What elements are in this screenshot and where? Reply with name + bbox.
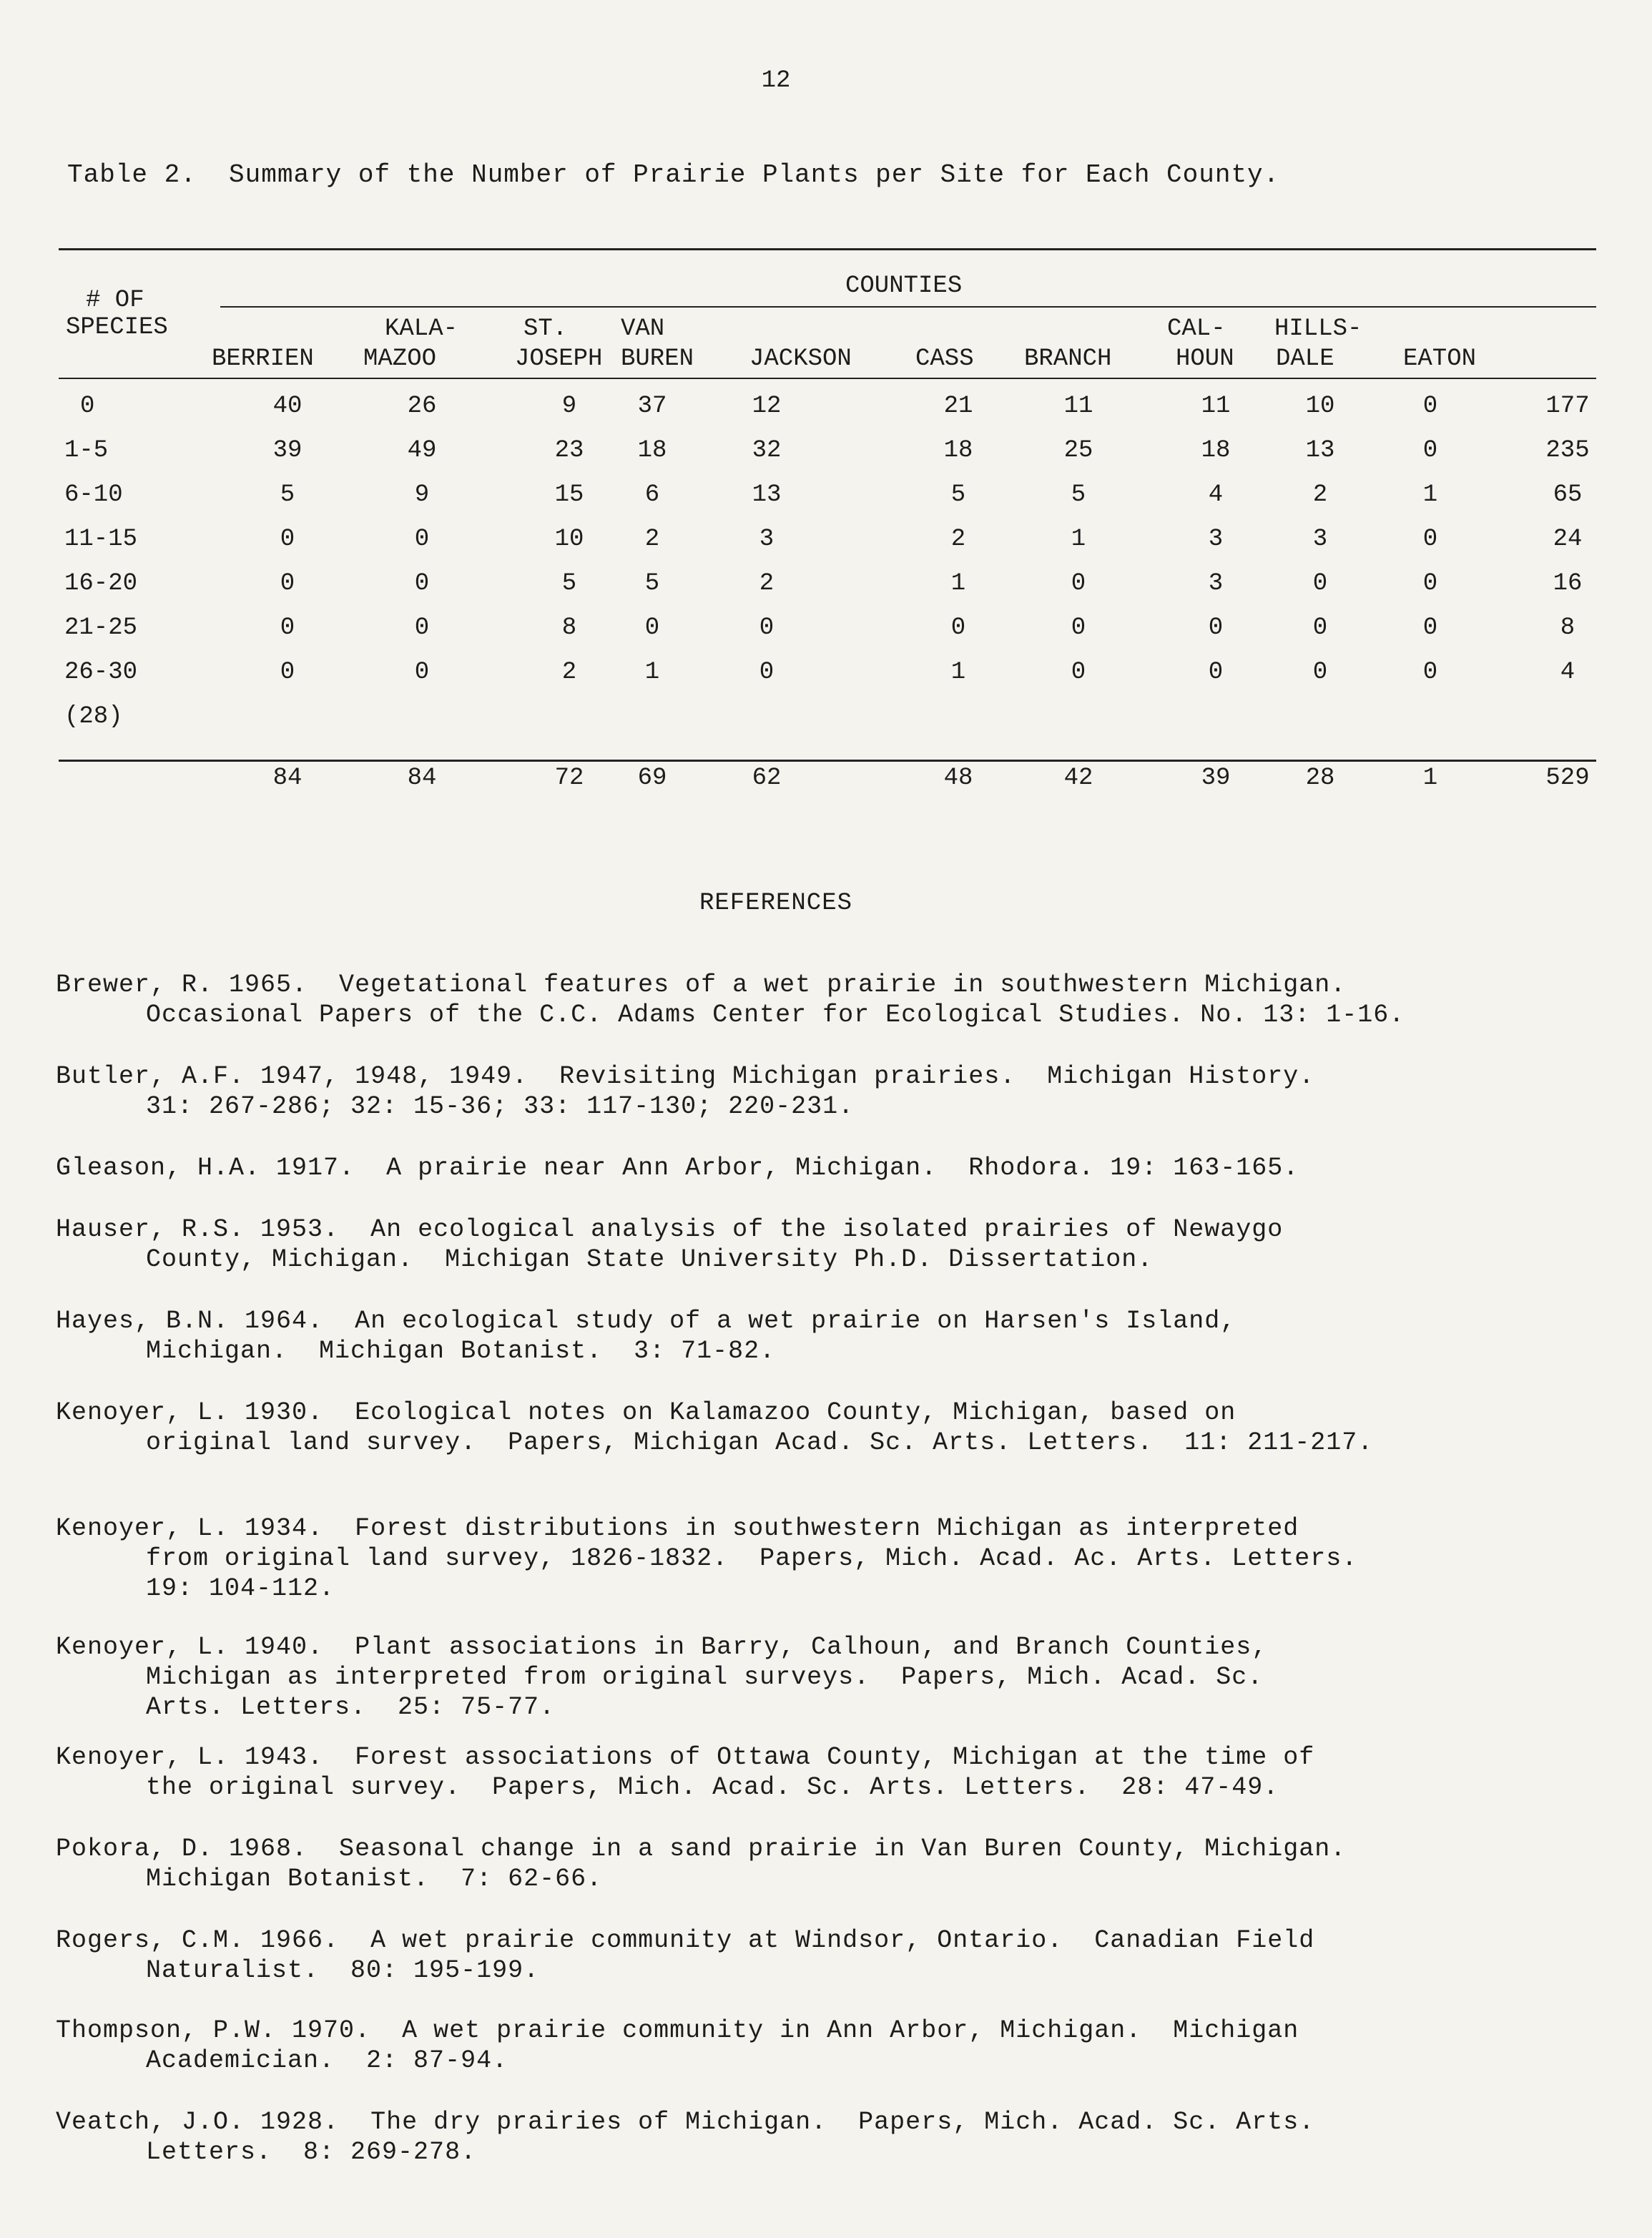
reference-entry bbox=[56, 1153, 1299, 1183]
table-cell: 0 bbox=[1422, 437, 1438, 464]
column-header: DALE bbox=[1276, 345, 1334, 373]
table-cell: 3 bbox=[1208, 570, 1224, 597]
table-cell: 18 bbox=[943, 437, 973, 464]
total-cell: 62 bbox=[752, 765, 782, 792]
table-cell: 5 bbox=[1071, 481, 1086, 509]
column-header-line1: HILLS- bbox=[1274, 315, 1362, 343]
reference-line: Hauser, R.S. 1953. An ecological analysis of the isolated prairies of Newaygo bbox=[56, 1215, 1284, 1244]
reference-entry bbox=[56, 970, 1405, 1030]
reference-line: Butler, A.F. 1947, 1948, 1949. Revisiting Michigan prairies. Michigan History. bbox=[56, 1062, 1315, 1091]
table-cell: 0 bbox=[1071, 614, 1086, 642]
reference-continuation: County, Michigan. Michigan State University Ph.D. Dissertation. bbox=[146, 1245, 1154, 1274]
table-cell: 0 bbox=[414, 526, 430, 553]
table-cell: 2 bbox=[950, 526, 966, 553]
reference-entry bbox=[56, 1306, 1236, 1366]
table-cell: 1 bbox=[1422, 481, 1438, 509]
total-cell: 39 bbox=[1201, 765, 1231, 792]
table-cell: 0 bbox=[1312, 614, 1328, 642]
table-cell: 18 bbox=[637, 437, 667, 464]
row-header-line2: SPECIES bbox=[66, 314, 168, 341]
row-label: (28) bbox=[64, 703, 123, 730]
table-cell: 9 bbox=[414, 481, 430, 509]
reference-entry bbox=[56, 2107, 1314, 2167]
table-cell: 0 bbox=[1312, 659, 1328, 686]
table-cell: 5 bbox=[644, 570, 660, 597]
reference-continuation: Michigan Botanist. 7: 62-66. bbox=[146, 1865, 603, 1893]
table-cell: 0 bbox=[950, 614, 966, 642]
table-cell: 11 bbox=[1063, 393, 1093, 420]
table-cell: 3 bbox=[1312, 526, 1328, 553]
table-cell: 0 bbox=[414, 614, 430, 642]
table-cell: 10 bbox=[1305, 393, 1335, 420]
table-cell: 1 bbox=[950, 659, 966, 686]
counties-group-header: COUNTIES bbox=[845, 273, 963, 300]
table-cell: 13 bbox=[752, 481, 782, 509]
table-cell: 2 bbox=[759, 570, 775, 597]
column-header: MAZOO bbox=[363, 345, 437, 373]
table-cell: 0 bbox=[280, 659, 295, 686]
total-cell: 72 bbox=[554, 765, 584, 792]
total-cell: 69 bbox=[637, 765, 667, 792]
reference-entry bbox=[56, 1925, 1314, 1986]
reference-entry bbox=[56, 1513, 1357, 1604]
table-cell: 25 bbox=[1063, 437, 1093, 464]
reference-continuation: Naturalist. 80: 195-199. bbox=[146, 1956, 540, 1985]
reference-continuation: 31: 267-286; 32: 15-36; 33: 117-130; 220-231. bbox=[146, 1092, 855, 1121]
reference-line: Gleason, H.A. 1917. A prairie near Ann Arbor, Michigan. Rhodora. 19: 163-165. bbox=[56, 1154, 1299, 1182]
table-cell: 0 bbox=[1208, 659, 1224, 686]
reference-line: Brewer, R. 1965. Vegetational features of a wet prairie in southwestern Michigan. bbox=[56, 971, 1347, 999]
reference-continuation: 19: 104-112. bbox=[146, 1574, 335, 1603]
table-cell: 32 bbox=[752, 437, 782, 464]
table-cell: 0 bbox=[759, 614, 775, 642]
table-cell: 18 bbox=[1201, 437, 1231, 464]
table-cell: 0 bbox=[280, 570, 295, 597]
table-cell: 0 bbox=[1071, 570, 1086, 597]
total-cell: 1 bbox=[1422, 765, 1438, 792]
table-cell: 177 bbox=[1545, 393, 1590, 420]
table-cell: 3 bbox=[1208, 526, 1224, 553]
table-cell: 5 bbox=[950, 481, 966, 509]
table-cell: 0 bbox=[280, 614, 295, 642]
table-cell: 0 bbox=[1312, 570, 1328, 597]
header-bottom-rule bbox=[59, 378, 1596, 379]
table-cell: 21 bbox=[943, 393, 973, 420]
column-header: JOSEPH bbox=[515, 345, 603, 373]
row-label: 26-30 bbox=[64, 659, 138, 686]
references-title: REFERENCES bbox=[699, 890, 853, 917]
table-cell: 5 bbox=[280, 481, 295, 509]
reference-line: Kenoyer, L. 1943. Forest associations of Ottawa County, Michigan at the time of bbox=[56, 1743, 1315, 1772]
reference-entry bbox=[56, 1742, 1314, 1802]
table-cell: 0 bbox=[1208, 614, 1224, 642]
reference-line: Kenoyer, L. 1930. Ecological notes on Kalamazoo County, Michigan, based on bbox=[56, 1398, 1236, 1427]
table-cell: 23 bbox=[554, 437, 584, 464]
reference-continuation: the original survey. Papers, Mich. Acad. Sc. Arts. Letters. 28: 47-49. bbox=[146, 1773, 1279, 1802]
total-cell: 42 bbox=[1063, 765, 1093, 792]
reference-continuation: Occasional Papers of the C.C. Adams Center for Ecological Studies. No. 13: 1-16. bbox=[146, 1001, 1405, 1029]
reference-continuation: Michigan as interpreted from original surveys. Papers, Mich. Acad. Sc. bbox=[146, 1663, 1264, 1692]
table-cell: 16 bbox=[1553, 570, 1583, 597]
reference-entry bbox=[56, 1214, 1283, 1275]
reference-continuation: Letters. 8: 269-278. bbox=[146, 2138, 477, 2166]
table-cell: 65 bbox=[1553, 481, 1583, 509]
reference-line: Thompson, P.W. 1970. A wet prairie community in Ann Arbor, Michigan. Michigan bbox=[56, 2016, 1299, 2045]
reference-continuation: original land survey. Papers, Michigan Acad. Sc. Arts. Letters. 11: 211-217. bbox=[146, 1428, 1374, 1457]
table-cell: 13 bbox=[1305, 437, 1335, 464]
table-cell: 0 bbox=[1422, 614, 1438, 642]
total-cell: 84 bbox=[272, 765, 303, 792]
table-cell: 235 bbox=[1545, 437, 1590, 464]
table-cell: 8 bbox=[1560, 614, 1575, 642]
table-cell: 4 bbox=[1208, 481, 1224, 509]
table-top-rule bbox=[59, 248, 1596, 250]
reference-line: Hayes, B.N. 1964. An ecological study of a wet prairie on Harsen's Island, bbox=[56, 1307, 1236, 1335]
counties-rule bbox=[220, 306, 1596, 308]
reference-line: Veatch, J.O. 1928. The dry prairies of Michigan. Papers, Mich. Acad. Sc. Arts. bbox=[56, 2108, 1315, 2136]
table-cell: 1 bbox=[1071, 526, 1086, 553]
table-cell: 0 bbox=[644, 614, 660, 642]
table-cell: 0 bbox=[414, 570, 430, 597]
table-cell: 0 bbox=[1422, 570, 1438, 597]
total-cell: 529 bbox=[1545, 765, 1590, 792]
table-cell: 0 bbox=[280, 526, 295, 553]
table-cell: 8 bbox=[561, 614, 577, 642]
table-cell: 1 bbox=[950, 570, 966, 597]
table-cell: 49 bbox=[407, 437, 437, 464]
reference-continuation: Arts. Letters. 25: 75-77. bbox=[146, 1693, 556, 1722]
column-header-line1: ST. bbox=[523, 315, 568, 343]
table-cell: 39 bbox=[272, 437, 303, 464]
table-cell: 0 bbox=[1422, 393, 1438, 420]
reference-entry bbox=[56, 1834, 1346, 1894]
reference-line: Kenoyer, L. 1940. Plant associations in Barry, Calhoun, and Branch Counties, bbox=[56, 1633, 1268, 1662]
reference-line: Kenoyer, L. 1934. Forest distributions in southwestern Michigan as interpreted bbox=[56, 1514, 1299, 1543]
column-header-line1: CAL- bbox=[1167, 315, 1226, 343]
row-label: 0 bbox=[80, 393, 95, 420]
table-cell: 5 bbox=[561, 570, 577, 597]
table-cell: 2 bbox=[1312, 481, 1328, 509]
column-header-line1: KALA- bbox=[385, 315, 458, 343]
table-cell: 15 bbox=[554, 481, 584, 509]
table-cell: 2 bbox=[561, 659, 577, 686]
column-header: BUREN bbox=[621, 345, 694, 373]
table-cell: 26 bbox=[407, 393, 437, 420]
total-cell: 84 bbox=[407, 765, 437, 792]
table-cell: 10 bbox=[554, 526, 584, 553]
column-header: BRANCH bbox=[1024, 345, 1112, 373]
row-label: 1-5 bbox=[64, 437, 109, 464]
column-header: HOUN bbox=[1176, 345, 1234, 373]
table-cell: 0 bbox=[1071, 659, 1086, 686]
table-cell: 2 bbox=[644, 526, 660, 553]
table-cell: 40 bbox=[272, 393, 303, 420]
reference-entry bbox=[56, 1632, 1267, 1722]
table-cell: 3 bbox=[759, 526, 775, 553]
total-cell: 28 bbox=[1305, 765, 1335, 792]
row-header-line1: # OF bbox=[86, 287, 144, 314]
table-cell: 0 bbox=[1422, 659, 1438, 686]
table-caption: Table 2. Summary of the Number of Prairie Plants per Site for Each County. bbox=[67, 160, 1280, 190]
table-cell: 12 bbox=[752, 393, 782, 420]
table-cell: 6 bbox=[644, 481, 660, 509]
column-header: BERRIEN bbox=[212, 345, 314, 373]
row-label: 6-10 bbox=[64, 481, 123, 509]
table-cell: 0 bbox=[414, 659, 430, 686]
total-cell: 48 bbox=[943, 765, 973, 792]
reference-entry bbox=[56, 1398, 1373, 1458]
page-number: 12 bbox=[761, 67, 791, 94]
totals-rule bbox=[59, 760, 1596, 762]
table-cell: 0 bbox=[1422, 526, 1438, 553]
row-label: 21-25 bbox=[64, 614, 138, 642]
reference-continuation: from original land survey, 1826-1832. Papers, Mich. Acad. Ac. Arts. Letters. bbox=[146, 1544, 1358, 1573]
table-cell: 24 bbox=[1553, 526, 1583, 553]
reference-continuation: Michigan. Michigan Botanist. 3: 71-82. bbox=[146, 1337, 776, 1365]
table-cell: 4 bbox=[1560, 659, 1575, 686]
reference-continuation: Academician. 2: 87-94. bbox=[146, 2046, 508, 2075]
reference-line: Rogers, C.M. 1966. A wet prairie community at Windsor, Ontario. Canadian Field bbox=[56, 1926, 1315, 1955]
column-header: CASS bbox=[915, 345, 974, 373]
table-cell: 9 bbox=[561, 393, 577, 420]
reference-line: Pokora, D. 1968. Seasonal change in a sand prairie in Van Buren County, Michigan. bbox=[56, 1835, 1347, 1863]
table-cell: 0 bbox=[759, 659, 775, 686]
reference-entry bbox=[56, 2016, 1299, 2076]
column-header: EATON bbox=[1403, 345, 1477, 373]
row-label: 16-20 bbox=[64, 570, 138, 597]
table-cell: 1 bbox=[644, 659, 660, 686]
table-cell: 37 bbox=[637, 393, 667, 420]
table-cell: 11 bbox=[1201, 393, 1231, 420]
reference-entry bbox=[56, 1061, 1314, 1122]
column-header-line1: VAN bbox=[621, 315, 665, 343]
row-label: 11-15 bbox=[64, 526, 138, 553]
column-header: JACKSON bbox=[749, 345, 852, 373]
